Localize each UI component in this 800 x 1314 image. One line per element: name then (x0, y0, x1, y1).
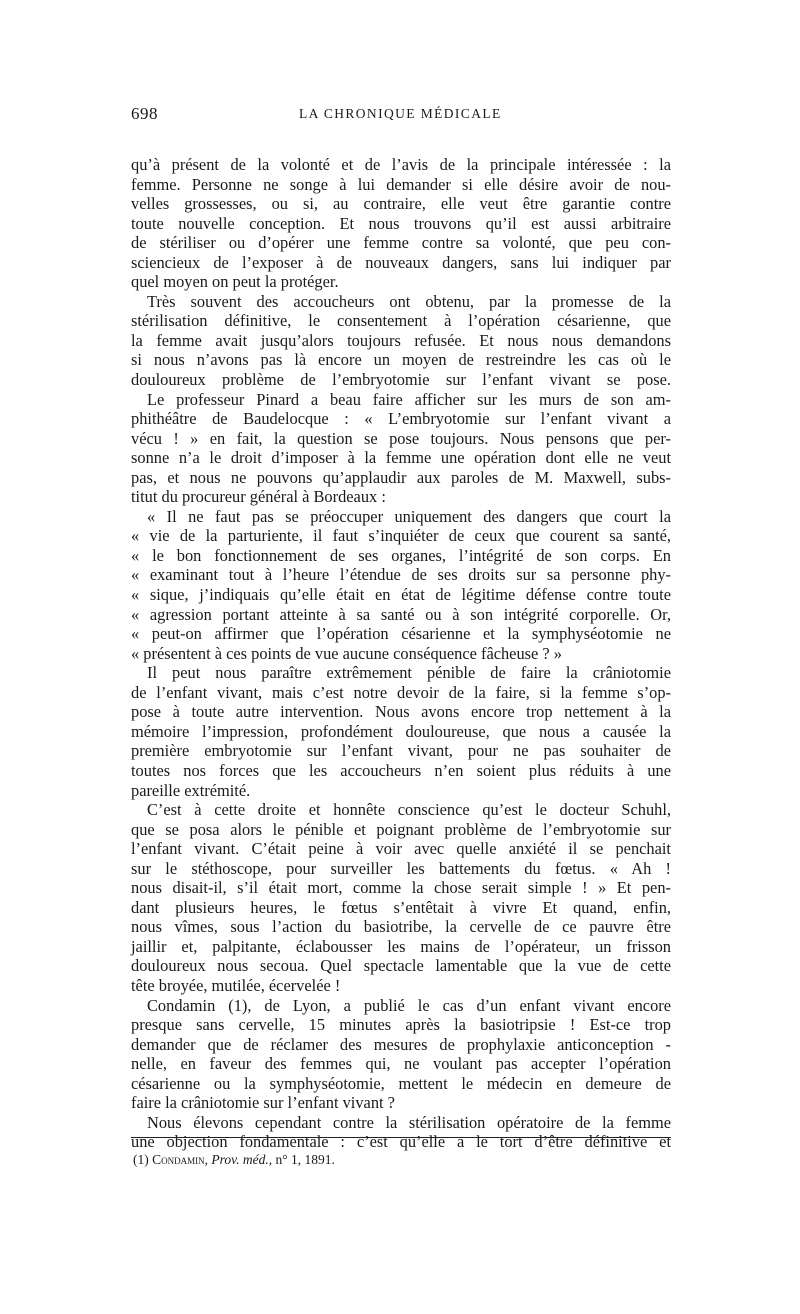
text-line: pareille extrémité. (131, 780, 251, 800)
text-line: césarienne ou la symphyséotomie, mettent le médecin en demeure de (131, 1073, 671, 1093)
text-line: velles grossesses, ou si, au contraire, elle veut être garantie contre (131, 194, 671, 214)
text-line: nelle, en faveur des femmes qui, ne voulant pas accepter l’opération (131, 1054, 671, 1074)
text-line: vécu ! » en fait, la question se pose toujours. Nous pensons que per- (131, 428, 671, 448)
text-line: la femme avait jusqu’alors toujours refusée. Et nous nous demandons (131, 330, 671, 350)
page-header (131, 104, 671, 128)
text-line: première embryotomie sur l’enfant vivant, pour ne pas souhaiter de (131, 741, 671, 761)
text-line: qu’à présent de la volonté et de l’avis de la principale intéressée : la (131, 155, 671, 174)
paragraph-start-line: Il peut nous paraître extrêmement pénible de faire la crâniotomie (147, 663, 671, 683)
text-line: pose à toute autre intervention. Nous avons encore trop nettement à la (131, 702, 671, 722)
text-line: une objection fondamentale : c’est qu’elle a le tort d’être définitive et (131, 1132, 671, 1152)
text-line: mémoire l’impression, profondément douloureuse, que nous a causée la (131, 721, 671, 741)
text-line: toute nouvelle conception. Et nous trouvons qu’il est aussi arbitraire (131, 213, 671, 233)
quote-line: « présentent à ces points de vue aucune conséquence fâcheuse ? » (131, 643, 562, 663)
text-line: dant plusieurs heures, le fœtus s’entêtait à vivre Et quand, enfin, (131, 897, 671, 917)
text-line: quel moyen on peut la protéger. (131, 272, 339, 292)
text-line: sciencieux de l’exposer à de nouveaux dangers, sans lui indiquer par (131, 252, 671, 272)
text-line: de stériliser ou d’opérer une femme contre sa volonté, que peu con- (131, 233, 671, 253)
text-line: demander que de réclamer des mesures de prophylaxie anticonception - (131, 1034, 671, 1054)
text-line: l’enfant vivant. C’était peine à voir avec quelle anxiété il se penchait (131, 839, 671, 859)
text-line: femme. Personne ne songe à lui demander si elle désire avoir de nou- (131, 174, 671, 194)
paragraph-start-line: Condamin (1), de Lyon, a publié le cas d’un enfant vivant encore (147, 995, 671, 1015)
text-line: phithéâtre de Baudelocque : « L’embryotomie sur l’enfant vivant a (131, 409, 671, 429)
footnote-reference: n° 1, 1891. (275, 1152, 335, 1167)
quote-line: « vie de la parturiente, il faut s’inquiéter de ceux que courent sa santé, (131, 526, 671, 546)
text-line: tête broyée, mutilée, écervelée ! (131, 975, 341, 995)
footnote (133, 1152, 335, 1168)
footnote-author: Condamin, (152, 1152, 209, 1167)
running-title: LA CHRONIQUE MÉDICALE (299, 106, 502, 121)
footnote-divider (131, 1137, 671, 1138)
text-line: pas, et nous ne pouvons qu’applaudir aux paroles de M. Maxwell, subs- (131, 467, 671, 487)
text-line: que se posa alors le pénible et poignant problème de l’embryotomie sur (131, 819, 671, 839)
text-line: faire la crâniotomie sur l’enfant vivant ? (131, 1093, 395, 1113)
text-line: titut du procureur général à Bordeaux : (131, 487, 386, 507)
text-line: nous vîmes, sous l’action du basiotribe, la cervelle de ce pauvre être (131, 917, 671, 937)
text-line: nous disait-il, s’il était mort, comme la chose serait simple ! » Et pen- (131, 878, 671, 898)
text-line: presque sans cervelle, 15 minutes après la basiotripsie ! Est-ce trop (131, 1015, 671, 1035)
quote-line: « examinant tout à l’heure l’étendue de ses droits sur sa personne phy- (131, 565, 671, 585)
text-line: sonne n’a le droit d’imposer à la femme une opération dont elle ne veut (131, 448, 671, 468)
text-line: si nous n’avons pas là encore un moyen de restreindre les cas où le (131, 350, 671, 370)
quote-line: « agression portant atteinte à sa santé ou à son intégrité corporelle. Or, (131, 604, 671, 624)
quote-line: « Il ne faut pas se préoccuper uniquement des dangers que court la (147, 506, 671, 526)
quote-line: « le bon fonctionnement de ses organes, l’intégrité de son corps. En (131, 545, 671, 565)
text-line: douloureux nous secoua. Quel spectacle lamentable que la vue de cette (131, 956, 671, 976)
text-line: stérilisation définitive, le consentement à l’opération césarienne, que (131, 311, 671, 331)
quote-line: « sique, j’indiquais qu’elle était en état de légitime défense contre toute (131, 585, 671, 605)
text-line: jaillir et, palpitante, éclabousser les mains de l’opérateur, un frisson (131, 936, 671, 956)
footnote-source: Prov. méd., (211, 1152, 273, 1167)
paragraph-start-line: Nous élevons cependant contre la stérilisation opératoire de la femme (147, 1112, 671, 1132)
text-line: de l’enfant vivant, mais c’est notre devoir de la faire, si la femme s’op- (131, 682, 671, 702)
page-number: 698 (131, 104, 158, 123)
quote-line: « peut-on affirmer que l’opération césarienne et la symphyséotomie ne (131, 624, 671, 644)
paragraph-start-line: C’est à cette droite et honnête conscience qu’est le docteur Schuhl, (147, 800, 671, 820)
text-line: sur le stéthoscope, pour surveiller les battements du fœtus. « Ah ! (131, 858, 671, 878)
paragraph-start-line: Très souvent des accoucheurs ont obtenu, par la promesse de la (147, 291, 671, 311)
footnote-marker: (1) (133, 1152, 149, 1167)
text-line: toutes nos forces que les accoucheurs n’en soient plus réduits à une (131, 760, 671, 780)
body-text (131, 155, 671, 1152)
paragraph-start-line: Le professeur Pinard a beau faire afficher sur les murs de son am- (147, 389, 671, 409)
text-line: douloureux problème de l’embryotomie sur l’enfant vivant se pose. (131, 370, 671, 390)
